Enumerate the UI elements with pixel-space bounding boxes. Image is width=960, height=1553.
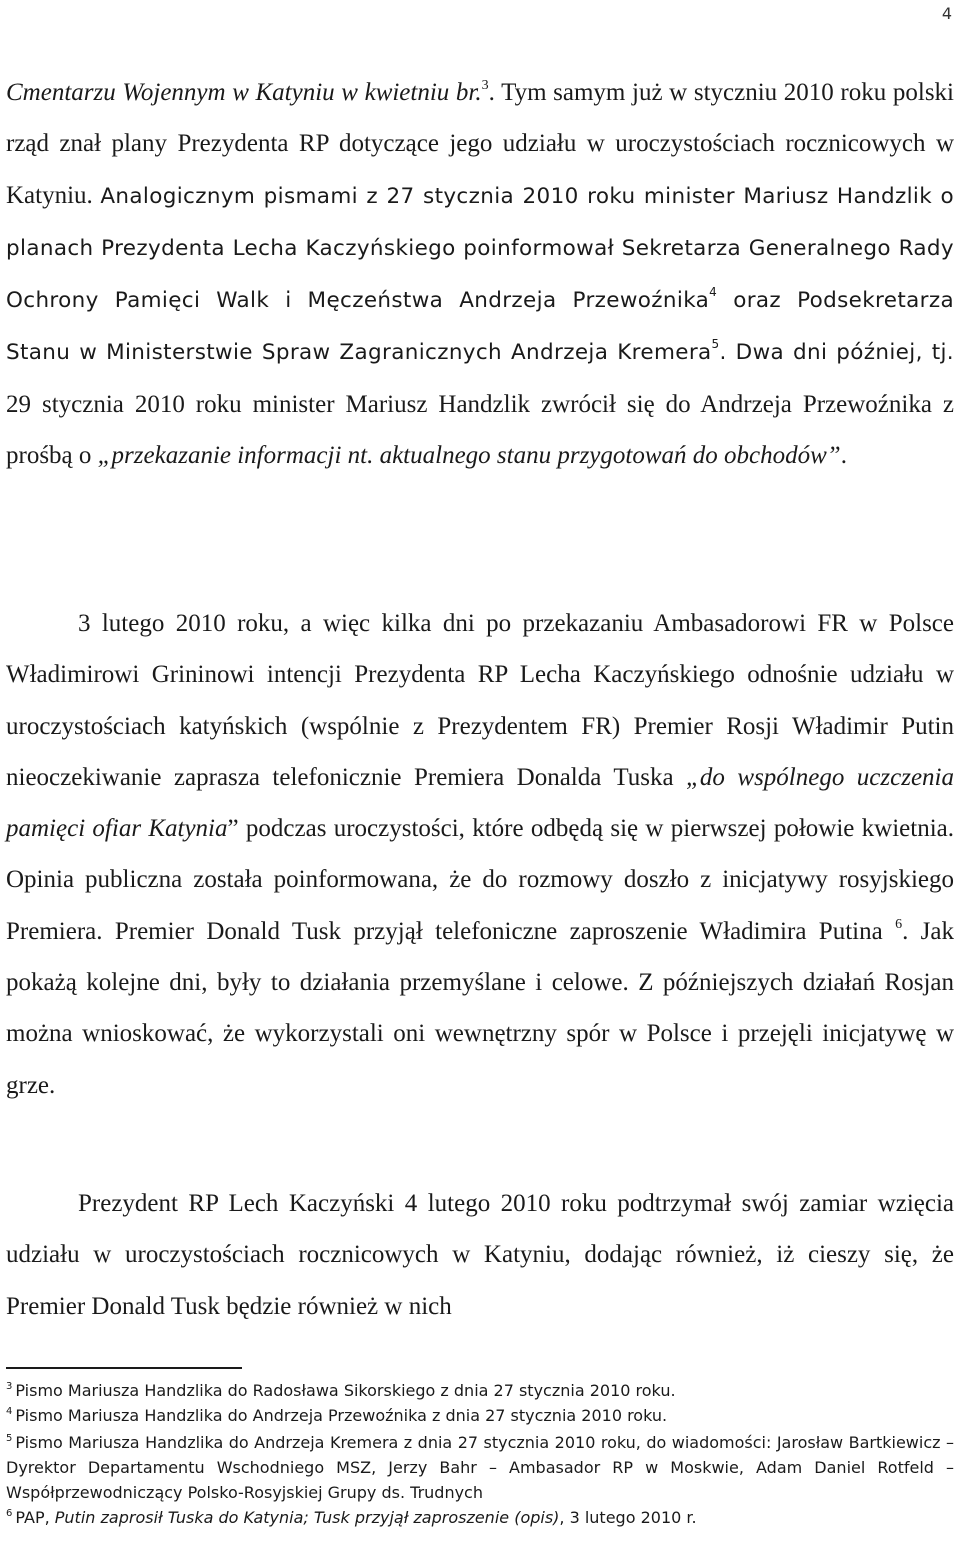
text-italic: Cmentarzu Wojennym w Katyniu w kwietniu br. bbox=[6, 79, 482, 106]
footnote-text: Pismo Mariusza Handzlika do Andrzeja Przewoźnika z dnia 27 stycznia 2010 roku. bbox=[15, 1406, 668, 1425]
footnote-title-italic: Putin zaprosił Tuska do Katynia; Tusk przyjął zaproszenie (opis) bbox=[54, 1508, 560, 1527]
text-span: oraz Podsekretarza Stanu w Ministerstwie Spraw Zagranicznych Andrzeja Kremera bbox=[6, 288, 954, 366]
paragraph-1 bbox=[6, 67, 954, 481]
footnote-ref-4[interactable]: 4 bbox=[709, 285, 718, 300]
footnote-6 bbox=[6, 1505, 954, 1530]
text-span: Analogicznym pismami z 27 stycznia 2010 roku minister Mariusz Handzlik o planach Prezydenta Lecha Kaczyńskiego poinformował Sekretarza Generalnego Rady Ochrony Pamięci Walk i Męczeństwa Andrzeja Przewoźnika bbox=[6, 183, 954, 314]
footnote-number: 5 bbox=[6, 1433, 13, 1444]
footnote-4 bbox=[6, 1403, 954, 1428]
footnote-number: 6 bbox=[6, 1508, 13, 1519]
footnote-text: Pismo Mariusza Handzlika do Radosława Sikorskiego z dnia 27 stycznia 2010 roku. bbox=[15, 1381, 676, 1400]
page-number: 4 bbox=[941, 4, 952, 23]
quote-italic: „przekazanie informacji nt. aktualnego stanu przygotowań do obchodów” bbox=[97, 442, 841, 470]
text-span: 29 stycznia 2010 roku minister Mariusz Handzlik zwrócił się do Andrzeja Przewoźnika z prośbą o bbox=[6, 390, 954, 470]
text-span: 3 lutego 2010 roku, a więc kilka dni po przekazaniu Ambasadorowi FR w Polsce Władimirowi Grininowi intencji Prezydenta RP Lecha Kaczyńskiego odnośnie udziału w uroczystościach katyńskich (wspólnie z Prezydentem FR) Premier Rosji Władimir Putin nieoczekiwanie zaprasza telefonicznie Premiera Donalda Tuska bbox=[6, 610, 954, 791]
text-span: . Tym samym już w styczniu 2010 roku polski rząd znał plany Prezydenta RP dotyczące jego udziału w uroczystościach rocznicowych w Katyniu. bbox=[6, 79, 954, 209]
footnote-separator bbox=[6, 1367, 242, 1369]
footnote-5 bbox=[6, 1430, 954, 1505]
paragraph-3 bbox=[6, 1178, 954, 1332]
footnote-number: 4 bbox=[6, 1406, 13, 1417]
paragraph-2 bbox=[6, 598, 954, 1111]
footnotes bbox=[6, 1378, 954, 1530]
footnote-ref-6[interactable]: 6 bbox=[895, 916, 903, 932]
footnote-ref-3[interactable]: 3 bbox=[481, 78, 489, 93]
paragraph-3-text: Prezydent RP Lech Kaczyński 4 lutego 2010 roku podtrzymał swój zamiar wzięcia udziału w uroczystościach rocznicowych w Katyniu, dodając również, iż cieszy się, że Premier Donald Tusk będzie również w nich bbox=[6, 1190, 954, 1320]
footnote-text: Pismo Mariusza Handzlika do Andrzeja Kremera z dnia 27 stycznia 2010 roku, do wiadomości: Jarosław Bartkiewicz – Dyrektor Departamentu Wschodniego MSZ, Jerzy Bahr – Ambasador RP w Moskwie, Adam Daniel Rotfeld – Współprzewodniczący Polsko-Rosyjskiej Grupy ds. Trudnych bbox=[6, 1433, 954, 1502]
quote-italic: „do wspólnego uczczenia pamięci ofiar Katynia bbox=[6, 763, 954, 843]
text-span: . Jak pokażą kolejne dni, były to działania przemyślane i celowe. Z późniejszych działań Rosjan można wnioskować, że wykorzystali oni wewnętrzny spór w Polsce i przejęli inicjatywę w grze. bbox=[6, 917, 955, 1099]
footnote-ref-5[interactable]: 5 bbox=[711, 337, 720, 352]
text-span: . bbox=[840, 442, 847, 470]
footnote-text: , 3 lutego 2010 r. bbox=[559, 1508, 697, 1527]
footnote-text: PAP, bbox=[15, 1508, 55, 1527]
text-span-sans bbox=[6, 184, 954, 366]
text-span: . Dwa dni później, tj. bbox=[719, 340, 954, 366]
footnote-number: 3 bbox=[6, 1381, 13, 1392]
footnote-3 bbox=[6, 1378, 954, 1403]
text-span: ” podczas uroczystości, które odbędą się w pierwszej połowie kwietnia. Opinia publiczna została poinformowana, że do rozmowy doszło z inicjatywy rosyjskiego Premiera. Premier Donald Tusk przyjął telefoniczne zaproszenie Władimira Putina bbox=[6, 815, 955, 945]
